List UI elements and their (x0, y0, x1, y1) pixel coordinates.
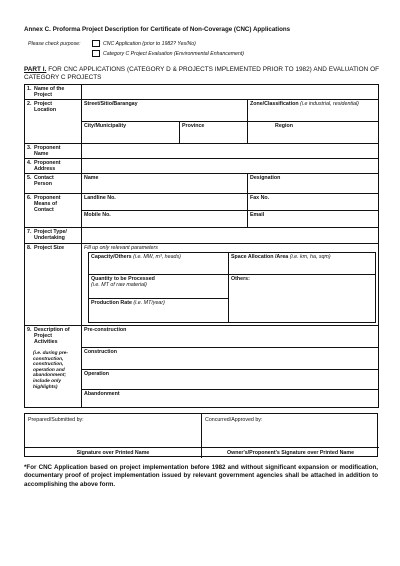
contact-name-field[interactable]: Name (82, 174, 248, 194)
abandonment-field[interactable]: Abandonment (82, 390, 379, 408)
label-project-name: 1. Name of the Project (25, 85, 82, 100)
category-c-checkbox[interactable] (92, 50, 100, 57)
proponent-name-field[interactable] (82, 144, 379, 159)
row-activities-pre (25, 326, 379, 348)
part-label: PART I. (24, 66, 47, 73)
signature-caption-left: Signature over Printed Name (76, 450, 150, 456)
cnc-option-label: CNC Application (prior to 1982? Yes/No) (103, 40, 196, 47)
signature-line-right (202, 447, 379, 448)
city-field[interactable]: City/Municipality (82, 122, 180, 144)
street-field[interactable]: Street/Sitio/Barangay (82, 100, 248, 122)
category-c-option-label: Category C Project Evaluation (Environmental Enhancement) (103, 50, 244, 57)
capacity-field[interactable]: Capacity/Others (i.e. MW, m³, heads) (89, 253, 229, 275)
project-name-field[interactable] (82, 85, 379, 100)
cnc-checkbox[interactable] (92, 40, 100, 47)
others-field[interactable]: Others: (229, 275, 376, 323)
form-header (24, 26, 290, 33)
space-allocation-field[interactable]: Space Allocation /Area (i.e. km, ha, sqm) (229, 253, 376, 275)
label-means-of-contact: 6. Proponent Means of Contact (25, 194, 82, 228)
row-means-contact-1 (25, 194, 379, 211)
proponent-address-field[interactable] (82, 159, 379, 174)
signature-caption-right: Owner's/Proponent's Signature over Printed Name (226, 450, 355, 456)
part-heading (24, 66, 379, 82)
form-title: Proforma Project Description for Certificate of Non-Coverage (CNC) Applications (52, 26, 291, 33)
signature-box (24, 413, 378, 457)
row-proponent-name (25, 144, 379, 159)
label-proponent-address: 4. Proponent Address (25, 159, 82, 174)
label-project-location: 2. Project Location (25, 100, 82, 144)
concurred-by-label: Concurred/Approved by: (205, 417, 263, 423)
label-contact-person: 5. Contact Person (25, 174, 82, 194)
signature-line-left (25, 447, 201, 448)
row-contact-person (25, 174, 379, 194)
project-type-field[interactable] (82, 228, 379, 244)
project-description-table (24, 84, 379, 408)
mobile-field[interactable]: Mobile No. (82, 211, 248, 228)
province-field[interactable]: Province (180, 122, 248, 144)
production-rate-field[interactable]: Production Rate (i.e. MT/year) (89, 299, 229, 323)
row-location-1 (25, 100, 379, 122)
label-project-type: 7. Project Type/ Undertaking (25, 228, 82, 244)
row-project-size (25, 244, 379, 326)
fax-field[interactable]: Fax No. (248, 194, 379, 211)
region-field[interactable]: Region (248, 122, 379, 144)
row-proponent-address (25, 159, 379, 174)
label-project-activities: 9. Description of Project Activities (i.e. during pre-construction, construction, operation and abandonment; include only highlights) (25, 326, 82, 408)
label-proponent-name: 3. Proponent Name (25, 144, 82, 159)
pre-construction-field[interactable]: Pre-construction (82, 326, 379, 348)
row-project-name (25, 85, 379, 100)
purpose-prompt: Please check purpose: (28, 40, 81, 47)
purpose-option-cnc (28, 40, 196, 47)
part-text: FOR CNC APPLICATIONS (CATEGORY D & PROJECTS IMPLEMENTED PRIOR TO 1982) AND EVALUATION OF CATEGORY C PROJECTS (24, 66, 380, 81)
footnote: *For CNC Application based on project implementation before 1982 and without significant expansion or modification, documentary proof of project implementation issued by relevant government agencies shall be attached in addition to accomplishing the above form. (24, 464, 378, 488)
email-field[interactable]: Email (248, 211, 379, 228)
quantity-field[interactable]: Quantity to be Processed (i.e. MT of raw material) (89, 275, 229, 299)
fill-up-note: Fill up only relevant parameters (84, 245, 158, 251)
prepared-by-section[interactable] (25, 414, 202, 458)
designation-field[interactable]: Designation (248, 174, 379, 194)
label-project-size: 8. Project Size (25, 244, 82, 326)
project-size-grid (88, 252, 376, 323)
operation-field[interactable]: Operation (82, 370, 379, 390)
landline-field[interactable]: Landline No. (82, 194, 248, 211)
prepared-by-label: Prepared/Submitted by: (28, 417, 84, 423)
zone-field[interactable]: Zone/Classification (i.e industrial, residential) (248, 100, 379, 122)
purpose-option-category-c (28, 50, 244, 57)
row-project-type (25, 228, 379, 244)
construction-field[interactable]: Construction (82, 348, 379, 370)
project-size-cell (82, 244, 379, 326)
annex-label: Annex C. (24, 26, 51, 33)
concurred-by-section[interactable] (202, 414, 379, 458)
